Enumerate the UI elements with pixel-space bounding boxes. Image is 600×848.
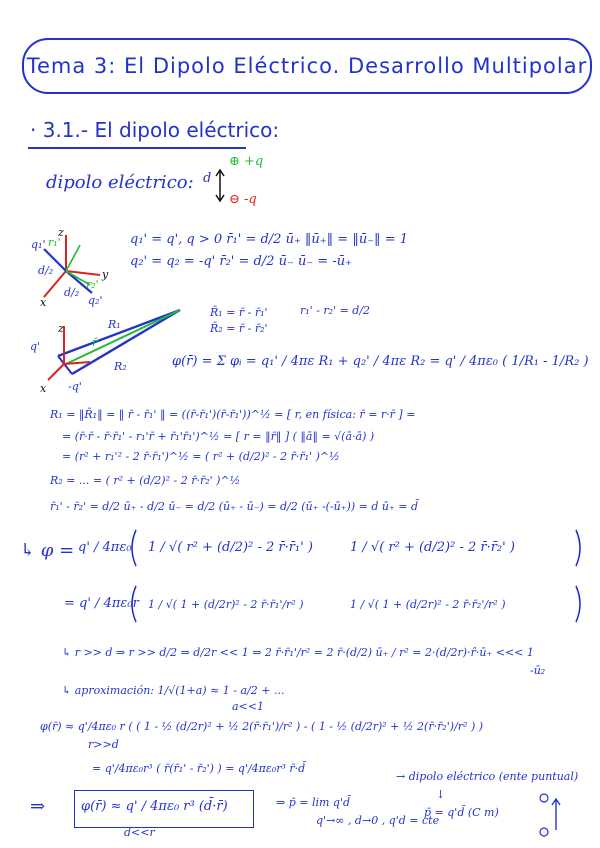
phi-arrow: ↳ φ = xyxy=(20,540,75,561)
phi-brackets-2 xyxy=(128,584,588,624)
q2-label: q₂' xyxy=(88,294,103,307)
axis-y-label: y xyxy=(102,268,109,281)
r2p-label: r₂' xyxy=(86,278,99,291)
section-heading: · 3.1.- El dipolo eléctrico: xyxy=(30,118,280,142)
R1-def: R̄₁ = r̄ - r̄₁' xyxy=(210,306,268,319)
axis-z-label: z xyxy=(58,226,64,239)
r-diff-def: r₁' - r₂' = d/2 xyxy=(300,304,371,317)
tri-q1-label: q' xyxy=(30,340,41,353)
tri-q2-label: -q' xyxy=(68,380,82,393)
page-title: Tema 3: El Dipolo Eléctrico. Desarrollo Multipolar xyxy=(26,54,588,78)
p-equation: p̄ = q'd̄ (C m) xyxy=(424,806,499,819)
phi-term-4: 1 / √( 1 + (d/2r)² - 2 r̄·r̄₂'/r² ) xyxy=(350,598,506,611)
position-vectors-figure xyxy=(30,300,200,400)
p-limits: q'→∞ , d→0 , q'd = cte xyxy=(316,814,440,827)
phi-term-3: 1 / √( 1 + (d/2r)² - 2 r̄·r̄₁'/r² ) xyxy=(148,598,304,611)
final-phi-2: = q'/4πε₀r³ ( r̄(r̄₁' - r̄₂') ) = q'/4πε₀r³ r̄·d̄ xyxy=(92,762,306,775)
approx-line-2b: a<<1 xyxy=(232,700,264,713)
approx-line-1: ↳ r >> d ⇒ r >> d/2 ⇒ d/2r << 1 ⇒ 2 r̄·r̄₁'/r² = 2 r̄·(d/2) ū₊ / r² = 2·(d/2r)·r̂·ū₊ <<< 1 xyxy=(62,646,534,659)
approx-line-1b: -ū₂ xyxy=(530,664,546,677)
result-box xyxy=(74,790,254,828)
p-def: ⇒ p̄ = lim q'd̄ xyxy=(276,796,351,809)
derivation-line-1: R₁ = ‖R̄₁‖ = ‖ r̄ - r̄₁' ‖ = ((r̄-r̄₁')(r̄-r̄₁'))^½ = [ r, en física: r̄ = r·r̄ ] = xyxy=(50,408,416,421)
r1p-label: r₁' xyxy=(48,236,61,249)
tri-R2-label: R₂ xyxy=(114,360,127,373)
result-boxed-phi: φ(r̄) ≈ q' / 4πε₀ r³ (d̄·r̄) xyxy=(81,799,228,814)
half-d-bottom: d/₂ xyxy=(64,286,80,299)
result-arrow: ⇒ xyxy=(30,796,46,817)
tri-x-label: x xyxy=(40,382,47,395)
def-line-2: q₂' = q₂ = -q' r̄₂' = d/2 ū₋ ū₋ = -ū₊ xyxy=(130,254,353,269)
potential-sum: φ(r̄) = Σ φᵢ = q₁' / 4πε R₁ + q₂' / 4πε R₂ = q' / 4πε₀ ( 1/R₁ - 1/R₂ ) xyxy=(172,354,589,369)
final-phi-1: φ(r̄) ≈ q'/4πε₀ r ( ( 1 - ½ (d/2r)² + ½ 2(r̄·r̄₁')/r² ) - ( 1 - ½ (d/2r)² + ½ 2(r̄·r̄₂')/r² ) ) xyxy=(40,720,484,733)
phi-coef-2: = q' / 4πε₀r xyxy=(64,596,139,611)
point-dipole-icon xyxy=(536,790,576,840)
phi-term-2: 1 / √( r² + (d/2)² - 2 r̄·r̄₂' ) xyxy=(350,540,515,555)
R2-def: R̄₂ = r̄ - r̄₂' xyxy=(210,322,268,335)
dipole-d: d xyxy=(203,171,212,186)
derivation-line-3: = (r² + r₁'² - 2 r̄·r̄₁')^½ = ( r² + (d/2)² - 2 r̄·r̄₁' )^½ xyxy=(62,450,340,463)
minus-charge: ⊖ -q xyxy=(229,192,257,207)
dipole-arrow-icon xyxy=(215,168,225,204)
result-under: d<<r xyxy=(124,826,155,839)
derivation-line-2: = (r̄·r̄ - r̄·r̄₁' - r₁'r̄ + r̄₁'r̄₁')^½ = [ r = ‖r̄‖ ] ( ‖ā‖ = √(ā·ā) ) xyxy=(62,430,375,443)
dipole-point-label: → dipolo eléctrico (ente puntual) xyxy=(396,770,579,783)
tri-R1-label: R₁ xyxy=(108,318,121,331)
dipole-label: dipolo eléctrico: xyxy=(46,172,194,193)
derivation-line-4: R₂ = ... = ( r² + (d/2)² - 2 r̄·r̄₂' )^½ xyxy=(50,474,241,487)
phi-brackets xyxy=(128,528,588,568)
axis-x-label: x xyxy=(40,296,47,309)
q1-label: q₁' xyxy=(31,238,46,251)
approx-line-2: ↳ aproximación: 1/√(1+a) ≈ 1 - a/2 + ... xyxy=(62,684,285,697)
phi-term-1: 1 / √( r² + (d/2)² - 2 r̄·r̄₁' ) xyxy=(148,540,313,555)
tri-r-label: r̄ xyxy=(92,336,98,349)
title-frame xyxy=(22,38,592,94)
section-underline xyxy=(28,147,246,149)
tri-z-label: z xyxy=(58,322,64,335)
def-line-1: q₁' = q', q > 0 r̄₁' = d/2 ū₊ ‖ū₊‖ = ‖ū₋‖ = 1 xyxy=(130,232,408,247)
plus-charge: ⊕ +q xyxy=(229,154,264,169)
half-d-top: d/₂ xyxy=(38,264,54,277)
p-arrow: ↓ xyxy=(436,788,446,801)
final-under: r>>d xyxy=(88,738,119,751)
phi-coef: q' / 4πε₀ xyxy=(78,540,132,555)
derivation-line-5: r̄₁' - r̄₂' = d/2 ū₊ - d/2 ū₋ = d/2 (ū₊ - ū₋) = d/2 (ū₊ -(-ū₊)) = d ū₊ = d̄ xyxy=(50,500,419,513)
